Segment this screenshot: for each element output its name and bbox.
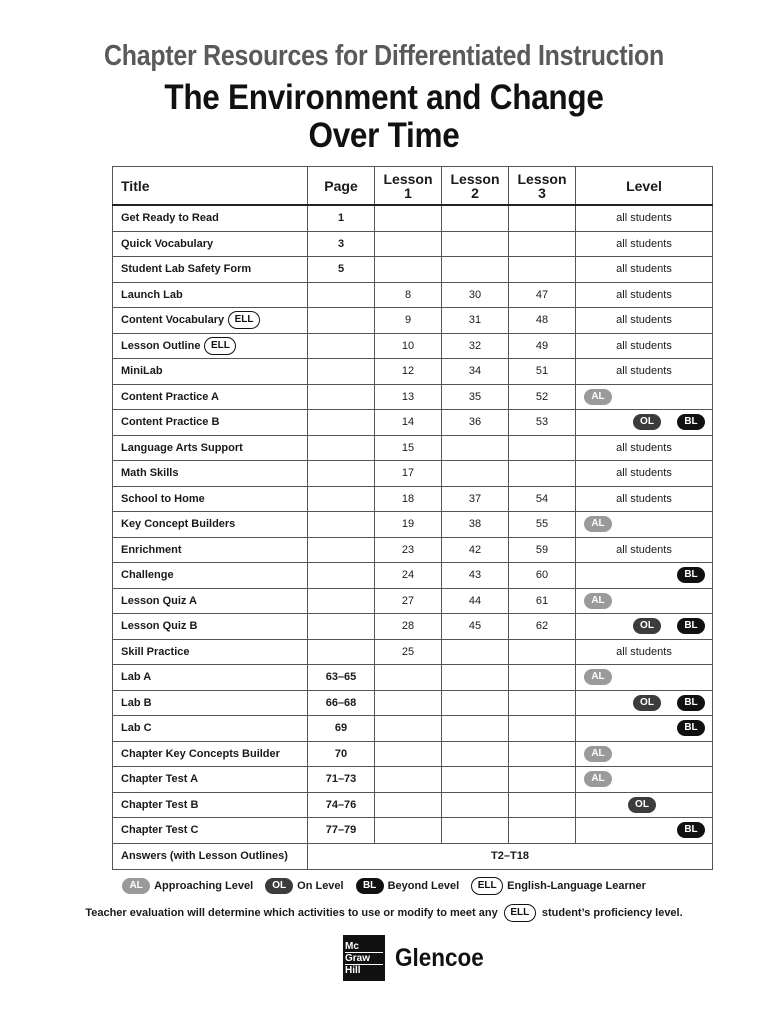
al-badge: AL (584, 669, 612, 685)
glencoe-wordmark: Glencoe (395, 943, 484, 972)
row-title: Chapter Test B (121, 798, 199, 811)
row-lesson-1 (375, 767, 442, 793)
level-text: all students (616, 212, 672, 225)
level-text: all students (616, 441, 672, 454)
ell-badge: ELL (471, 877, 503, 895)
column-header-page: Page (308, 167, 375, 206)
bl-badge: BL (677, 567, 705, 583)
table-row (113, 282, 713, 308)
row-title-cell (113, 614, 308, 640)
row-title: School to Home (121, 492, 205, 505)
row-title: Language Arts Support (121, 441, 243, 454)
level-text: all students (616, 467, 672, 480)
table-row (113, 333, 713, 359)
row-title-cell (113, 359, 308, 385)
row-title-cell (113, 257, 308, 283)
row-title-cell (113, 690, 308, 716)
row-lesson-1: 18 (375, 486, 442, 512)
column-header-lesson-1: Lesson 1 (375, 167, 442, 206)
al-badge: AL (584, 389, 612, 405)
level-badges (582, 563, 706, 588)
row-page (308, 435, 375, 461)
table-row (113, 818, 713, 844)
answers-pages: T2–T18 (308, 843, 713, 869)
bl-badge: BL (677, 695, 705, 711)
row-lesson-1: 13 (375, 384, 442, 410)
row-title-cell (113, 741, 308, 767)
row-lesson-1: 23 (375, 537, 442, 563)
level-badges (582, 512, 706, 537)
row-title: Content Vocabulary (121, 314, 225, 327)
legend-on-level (265, 878, 343, 894)
row-page: 77–79 (308, 818, 375, 844)
row-lesson-1: 10 (375, 333, 442, 359)
legend-beyond-label: Beyond Level (387, 880, 460, 892)
answers-row (113, 843, 713, 869)
row-lesson-3: 62 (509, 614, 576, 640)
row-title: Content Practice B (121, 416, 220, 429)
row-lesson-3 (509, 231, 576, 257)
row-lesson-2: 30 (442, 282, 509, 308)
row-page: 70 (308, 741, 375, 767)
row-title: Chapter Test A (121, 773, 199, 786)
row-lesson-1 (375, 741, 442, 767)
row-page: 66–68 (308, 690, 375, 716)
row-level (576, 257, 713, 283)
row-title-cell (113, 818, 308, 844)
row-level (576, 588, 713, 614)
column-header-title: Title (113, 167, 308, 206)
row-level (576, 308, 713, 334)
row-lesson-1: 12 (375, 359, 442, 385)
row-page (308, 359, 375, 385)
row-level (576, 767, 713, 793)
row-lesson-1 (375, 716, 442, 742)
answers-title: Answers (with Lesson Outlines) (113, 843, 308, 869)
row-title-cell (113, 308, 308, 334)
table-row (113, 588, 713, 614)
column-header-lesson-3: Lesson 3 (509, 167, 576, 206)
row-lesson-2: 32 (442, 333, 509, 359)
row-lesson-3: 54 (509, 486, 576, 512)
row-lesson-1 (375, 818, 442, 844)
row-level (576, 563, 713, 589)
row-title-cell (113, 792, 308, 818)
row-lesson-3: 48 (509, 308, 576, 334)
row-title: Quick Vocabulary (121, 237, 214, 250)
teacher-note-after: student’s proficiency level. (541, 906, 683, 919)
table-row (113, 512, 713, 538)
row-lesson-1: 24 (375, 563, 442, 589)
al-badge: AL (122, 878, 150, 894)
table-header-row (113, 167, 713, 206)
level-badges (582, 691, 706, 716)
row-page (308, 308, 375, 334)
level-badges (582, 767, 706, 792)
al-badge: AL (584, 593, 612, 609)
row-page (308, 282, 375, 308)
row-title-cell (113, 563, 308, 589)
row-lesson-3 (509, 792, 576, 818)
row-level (576, 741, 713, 767)
row-lesson-2: 31 (442, 308, 509, 334)
level-badges (582, 410, 706, 435)
row-page: 74–76 (308, 792, 375, 818)
level-badges (582, 614, 706, 639)
table-row (113, 614, 713, 640)
row-title: Lesson Quiz A (121, 594, 197, 607)
row-title-cell (113, 512, 308, 538)
column-header-level: Level (576, 167, 713, 206)
row-level (576, 333, 713, 359)
row-level (576, 435, 713, 461)
row-lesson-2 (442, 741, 509, 767)
bl-badge: BL (677, 822, 705, 838)
page-title-line-1: The Environment and Change (164, 78, 604, 117)
row-lesson-2 (442, 792, 509, 818)
teacher-note (0, 904, 768, 922)
row-level (576, 614, 713, 640)
publisher-logo (343, 935, 494, 981)
mcgraw-hill-logo-box (343, 935, 385, 981)
row-level (576, 639, 713, 665)
row-title-cell (113, 205, 308, 231)
level-text: all students (616, 314, 672, 327)
level-badges (582, 385, 706, 410)
row-lesson-3 (509, 818, 576, 844)
row-page (308, 563, 375, 589)
row-level (576, 410, 713, 436)
row-lesson-3 (509, 716, 576, 742)
row-lesson-1 (375, 690, 442, 716)
row-lesson-2: 34 (442, 359, 509, 385)
table-body (113, 205, 713, 843)
row-lesson-1 (375, 231, 442, 257)
ell-badge: ELL (504, 904, 536, 922)
row-lesson-2: 35 (442, 384, 509, 410)
row-lesson-1: 14 (375, 410, 442, 436)
row-lesson-3 (509, 639, 576, 665)
row-lesson-3: 55 (509, 512, 576, 538)
row-title-cell (113, 461, 308, 487)
row-lesson-1 (375, 257, 442, 283)
row-title: Lesson Quiz B (121, 620, 198, 633)
row-title: Lesson Outline (121, 339, 201, 352)
row-lesson-1: 17 (375, 461, 442, 487)
table-row (113, 410, 713, 436)
table-row (113, 767, 713, 793)
table-row (113, 537, 713, 563)
row-title: Lab A (121, 671, 152, 684)
row-title: Lab B (121, 696, 152, 709)
row-page (308, 384, 375, 410)
row-page (308, 333, 375, 359)
row-lesson-2 (442, 767, 509, 793)
row-lesson-2 (442, 716, 509, 742)
table-row (113, 741, 713, 767)
resources-table (112, 166, 713, 870)
level-badges (582, 589, 706, 614)
row-lesson-3: 59 (509, 537, 576, 563)
row-title-cell (113, 767, 308, 793)
level-legend (0, 877, 768, 895)
row-page: 69 (308, 716, 375, 742)
row-lesson-3 (509, 665, 576, 691)
table-row (113, 257, 713, 283)
table-row (113, 435, 713, 461)
row-title: Math Skills (121, 467, 179, 480)
teacher-note-before: Teacher evaluation will determine which activities to use or modify to meet any (85, 906, 498, 919)
row-title: Get Ready to Read (121, 212, 219, 225)
row-level (576, 384, 713, 410)
legend-beyond (356, 878, 460, 894)
row-lesson-2: 45 (442, 614, 509, 640)
row-lesson-2: 43 (442, 563, 509, 589)
row-title: Challenge (121, 569, 174, 582)
table-row (113, 792, 713, 818)
ol-badge: OL (633, 695, 661, 711)
row-page (308, 486, 375, 512)
column-header-lesson-2: Lesson 2 (442, 167, 509, 206)
logo-line: Mc (345, 941, 383, 953)
level-text: all students (616, 543, 672, 556)
row-lesson-1: 15 (375, 435, 442, 461)
table-row (113, 665, 713, 691)
row-lesson-1: 9 (375, 308, 442, 334)
row-lesson-2 (442, 461, 509, 487)
row-level (576, 792, 713, 818)
al-badge: AL (584, 516, 612, 532)
row-lesson-3: 61 (509, 588, 576, 614)
row-lesson-1 (375, 792, 442, 818)
row-lesson-1: 19 (375, 512, 442, 538)
row-title-cell (113, 716, 308, 742)
bl-badge: BL (677, 720, 705, 736)
row-title-cell (113, 384, 308, 410)
ell-badge: ELL (204, 337, 236, 355)
row-level (576, 716, 713, 742)
row-lesson-2 (442, 665, 509, 691)
row-lesson-3: 53 (509, 410, 576, 436)
legend-ell (471, 877, 646, 895)
table-row (113, 461, 713, 487)
row-lesson-3 (509, 741, 576, 767)
row-title-cell (113, 333, 308, 359)
row-level (576, 282, 713, 308)
row-lesson-2 (442, 231, 509, 257)
page-subtitle: Chapter Resources for Differentiated Instruction (104, 40, 664, 72)
table-row (113, 231, 713, 257)
row-page (308, 461, 375, 487)
row-lesson-2 (442, 257, 509, 283)
row-level (576, 205, 713, 231)
row-lesson-1: 27 (375, 588, 442, 614)
row-level (576, 461, 713, 487)
row-lesson-2 (442, 818, 509, 844)
row-lesson-2 (442, 690, 509, 716)
row-title: Lab C (121, 722, 152, 735)
table-row (113, 486, 713, 512)
legend-ell-label: English-Language Learner (507, 880, 646, 892)
row-lesson-3 (509, 767, 576, 793)
level-text: all students (616, 645, 672, 658)
row-page (308, 639, 375, 665)
ol-badge: OL (628, 797, 656, 813)
row-title: Student Lab Safety Form (121, 263, 252, 276)
legend-on-level-label: On Level (297, 880, 344, 892)
level-text: all students (616, 288, 672, 301)
row-page: 3 (308, 231, 375, 257)
row-lesson-1: 8 (375, 282, 442, 308)
row-title-cell (113, 486, 308, 512)
level-text: all students (616, 339, 672, 352)
level-text: all students (616, 263, 672, 276)
row-level (576, 486, 713, 512)
table-row (113, 308, 713, 334)
row-page: 1 (308, 205, 375, 231)
logo-line: Graw (345, 953, 383, 965)
row-lesson-1: 25 (375, 639, 442, 665)
bl-badge: BL (677, 414, 705, 430)
row-lesson-3: 47 (509, 282, 576, 308)
row-level (576, 512, 713, 538)
row-lesson-3: 60 (509, 563, 576, 589)
bl-badge: BL (677, 618, 705, 634)
row-level (576, 665, 713, 691)
row-title: Chapter Key Concepts Builder (121, 747, 280, 760)
level-badges (582, 818, 706, 843)
row-title: MiniLab (121, 365, 163, 378)
level-text: all students (616, 492, 672, 505)
level-text: all students (616, 237, 672, 250)
row-lesson-3: 52 (509, 384, 576, 410)
level-badges (582, 742, 706, 767)
row-lesson-1: 28 (375, 614, 442, 640)
level-badges (582, 665, 706, 690)
row-lesson-2: 38 (442, 512, 509, 538)
row-page: 71–73 (308, 767, 375, 793)
table-row (113, 716, 713, 742)
row-lesson-2 (442, 435, 509, 461)
row-title: Skill Practice (121, 645, 190, 658)
row-level (576, 537, 713, 563)
row-lesson-3: 51 (509, 359, 576, 385)
al-badge: AL (584, 771, 612, 787)
row-title-cell (113, 410, 308, 436)
row-title-cell (113, 639, 308, 665)
row-title-cell (113, 588, 308, 614)
row-lesson-2 (442, 205, 509, 231)
row-title-cell (113, 537, 308, 563)
legend-approaching (122, 878, 253, 894)
bl-badge: BL (356, 878, 384, 894)
row-lesson-1 (375, 665, 442, 691)
legend-approaching-label: Approaching Level (154, 880, 254, 892)
row-level (576, 818, 713, 844)
table-row (113, 384, 713, 410)
row-lesson-2: 37 (442, 486, 509, 512)
row-lesson-3 (509, 461, 576, 487)
row-page: 5 (308, 257, 375, 283)
row-title-cell (113, 282, 308, 308)
table-row (113, 359, 713, 385)
logo-line: Hill (345, 964, 361, 976)
ol-badge: OL (633, 414, 661, 430)
level-badges (582, 793, 706, 818)
row-lesson-3 (509, 205, 576, 231)
row-lesson-2 (442, 639, 509, 665)
row-lesson-3 (509, 690, 576, 716)
row-title-cell (113, 231, 308, 257)
table-row (113, 639, 713, 665)
row-page: 63–65 (308, 665, 375, 691)
table-row (113, 690, 713, 716)
table-row (113, 205, 713, 231)
row-title-cell (113, 435, 308, 461)
row-lesson-2: 42 (442, 537, 509, 563)
row-title: Enrichment (121, 543, 182, 556)
row-lesson-1 (375, 205, 442, 231)
al-badge: AL (584, 746, 612, 762)
ol-badge: OL (265, 878, 293, 894)
level-badges (582, 716, 706, 741)
row-level (576, 231, 713, 257)
row-title-cell (113, 665, 308, 691)
row-title: Content Practice A (121, 390, 220, 403)
level-text: all students (616, 365, 672, 378)
row-page (308, 512, 375, 538)
row-lesson-3: 49 (509, 333, 576, 359)
row-lesson-3 (509, 257, 576, 283)
row-page (308, 588, 375, 614)
row-title: Chapter Test C (121, 824, 199, 837)
table-row (113, 563, 713, 589)
ol-badge: OL (633, 618, 661, 634)
row-page (308, 410, 375, 436)
row-title: Key Concept Builders (121, 518, 236, 531)
row-lesson-3 (509, 435, 576, 461)
row-level (576, 359, 713, 385)
row-title: Launch Lab (121, 288, 183, 301)
ell-badge: ELL (228, 311, 260, 329)
row-page (308, 614, 375, 640)
row-page (308, 537, 375, 563)
page-title-line-2: Over Time (308, 116, 460, 155)
row-lesson-2: 36 (442, 410, 509, 436)
row-level (576, 690, 713, 716)
row-lesson-2: 44 (442, 588, 509, 614)
